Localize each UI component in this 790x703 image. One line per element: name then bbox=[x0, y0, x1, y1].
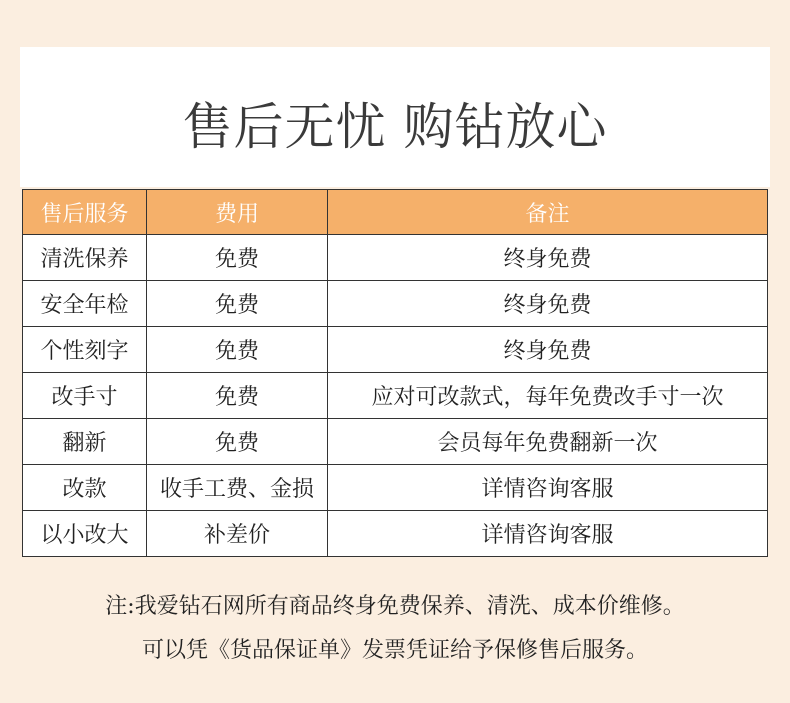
table-row bbox=[23, 281, 768, 327]
cell-remark: 终身免费 bbox=[328, 235, 768, 281]
header-remark: 备注 bbox=[328, 190, 768, 235]
cell-service: 翻新 bbox=[23, 419, 147, 465]
table-row bbox=[23, 235, 768, 281]
cell-fee: 免费 bbox=[147, 419, 328, 465]
cell-fee: 免费 bbox=[147, 235, 328, 281]
cell-remark: 终身免费 bbox=[328, 327, 768, 373]
cell-service: 改手寸 bbox=[23, 373, 147, 419]
cell-service: 以小改大 bbox=[23, 511, 147, 557]
cell-fee: 收手工费、金损 bbox=[147, 465, 328, 511]
table-header-row bbox=[23, 190, 768, 235]
table-row bbox=[23, 327, 768, 373]
footnote-line-2: 可以凭《货品保证单》发票凭证给予保修售后服务。 bbox=[141, 638, 648, 663]
cell-service: 清洗保养 bbox=[23, 235, 147, 281]
page-title: 售后无忧 购钻放心 bbox=[182, 98, 608, 156]
cell-fee: 补差价 bbox=[147, 511, 328, 557]
cell-fee: 免费 bbox=[147, 327, 328, 373]
table-row bbox=[23, 419, 768, 465]
cell-remark: 详情咨询客服 bbox=[328, 465, 768, 511]
cell-service: 改款 bbox=[23, 465, 147, 511]
table-row bbox=[23, 465, 768, 511]
cell-fee: 免费 bbox=[147, 373, 328, 419]
cell-remark: 应对可改款式，每年免费改手寸一次 bbox=[328, 373, 768, 419]
cell-remark: 会员每年免费翻新一次 bbox=[328, 419, 768, 465]
footnote bbox=[0, 585, 790, 673]
cell-remark: 终身免费 bbox=[328, 281, 768, 327]
table-row bbox=[23, 511, 768, 557]
footnote-line-1: 注:我爱钻石网所有商品终身免费保养、清洗、成本价维修。 bbox=[105, 594, 685, 619]
cell-service: 个性刻字 bbox=[23, 327, 147, 373]
cell-remark: 详情咨询客服 bbox=[328, 511, 768, 557]
cell-service: 安全年检 bbox=[23, 281, 147, 327]
table-row bbox=[23, 373, 768, 419]
header-service: 售后服务 bbox=[23, 190, 147, 235]
header-fee: 费用 bbox=[147, 190, 328, 235]
headline-card bbox=[20, 47, 770, 187]
service-table bbox=[22, 189, 768, 557]
cell-fee: 免费 bbox=[147, 281, 328, 327]
